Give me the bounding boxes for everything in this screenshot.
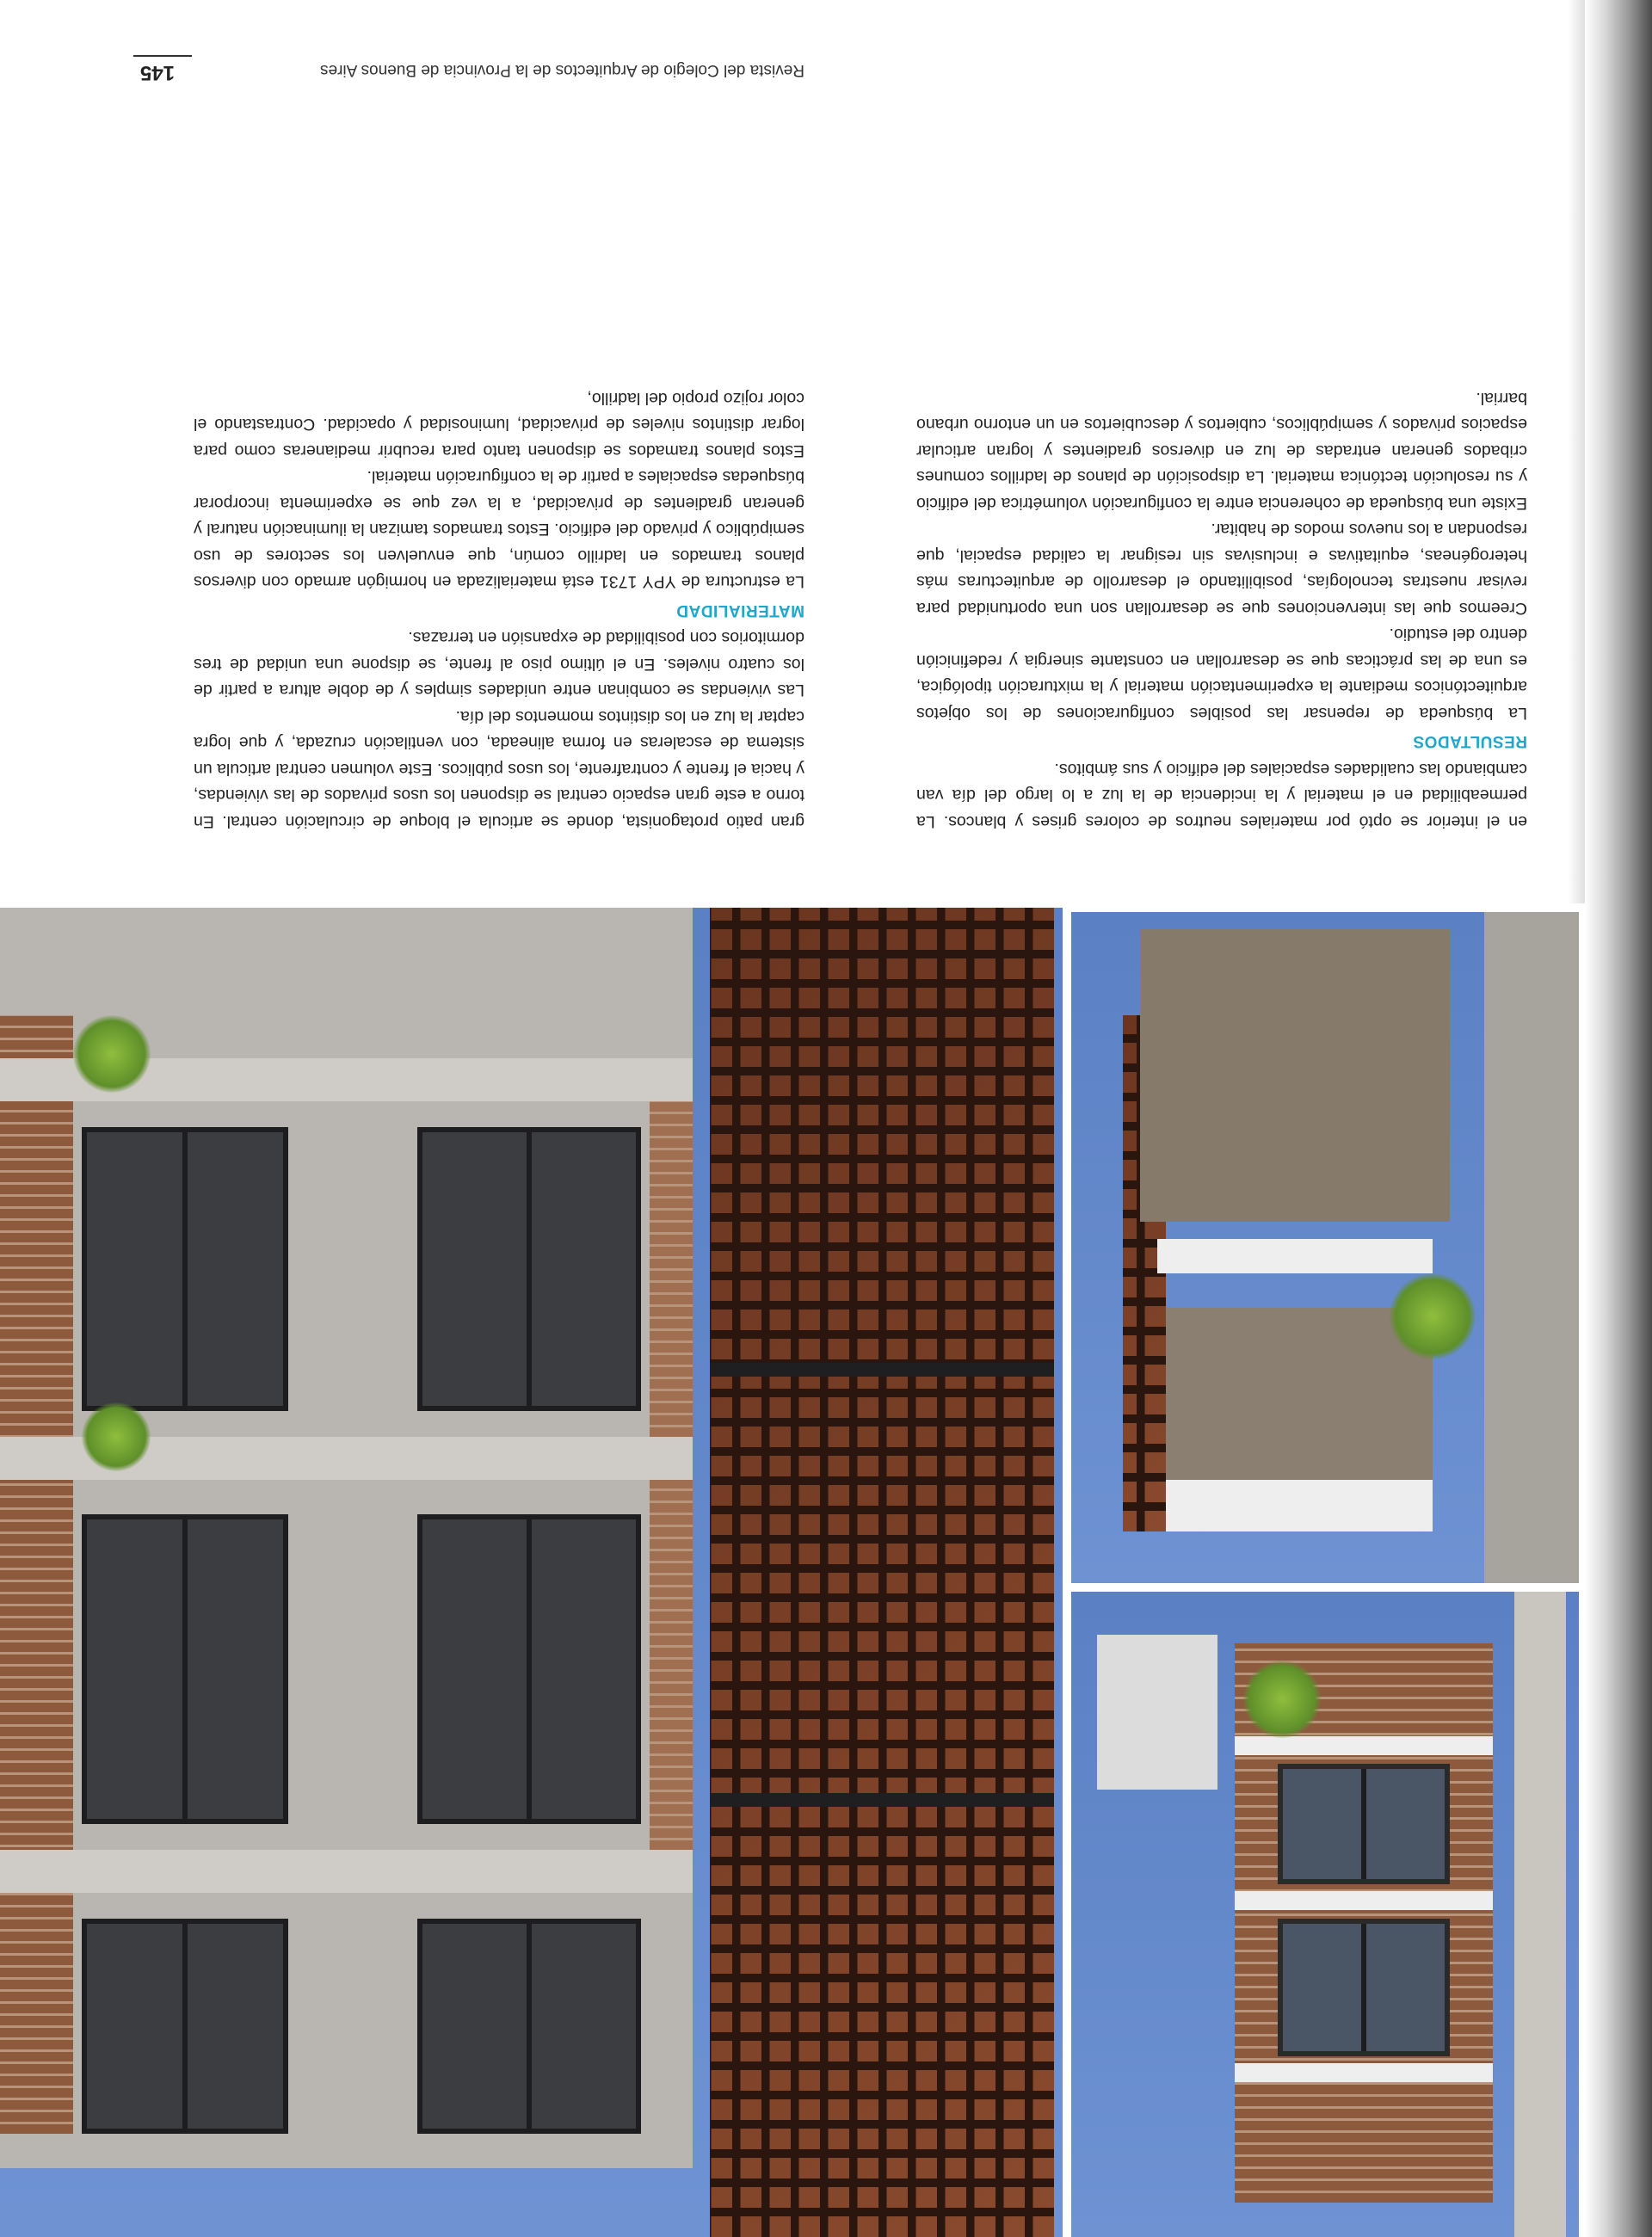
photo-balcony-slab-1 (0, 1850, 693, 1893)
photo-brick-pier-1 (650, 1480, 693, 1850)
photo-neighbor-wall (1514, 1592, 1566, 2237)
photo-building-exterior-corner (1071, 1592, 1579, 2237)
photo-window-4 (82, 1514, 288, 1824)
photo-slab-edge-2 (1235, 1891, 1493, 1910)
photo-window-2 (82, 1919, 288, 2134)
photo-slab-edge-3 (1235, 1736, 1493, 1755)
photo-brick-side-wall (0, 1015, 73, 2134)
photo-slab-top (1123, 1480, 1433, 1531)
paragraph: gran patio protagonista, donde se articula el bloque de circulación central. En torno a este gran espacio central se disponen los usos privados de las viviendas, y hacia el frente y contrafrente, los usos públicos. Este volumen central articula un sistema de escaleras en forma alineada, con ventilación cruzada, y que logra captar la luz en los distintos momentos del día. (194, 707, 804, 831)
photo-window-5 (417, 1127, 641, 1411)
paragraph: en el interior se optó por materiales neutros de colores grises y blancos. La permeabilidad en el material y la incidencia de la luz a lo largo del día van cambiando las cualidades espaciales del edificio y sus ámbitos. (916, 760, 1527, 831)
text-column-right (194, 385, 804, 835)
photo-terrace-floor (1131, 1308, 1433, 1480)
photo-brick-pier-2 (650, 1101, 693, 1437)
photo-window-2 (1278, 1764, 1450, 1884)
page-footer (133, 52, 804, 86)
text-column-left (916, 385, 1527, 835)
page-binding-edge (1568, 0, 1585, 903)
photo-white-building (1097, 1635, 1217, 1790)
paragraph: Existe una búsqueda de coherencia entre la configuración volumétrica del edificio y su resolución tectónica material. La disposición de planos de ladrillos comunes cribados generan entradas de luz en diversos gradientes y logran articular espacios privados y semipúblicos, cubiertos y descubiertos en un entorno urbano barrial. (916, 389, 1527, 513)
photo-steel-band-2 (710, 1363, 1054, 1377)
photo-lower-terrace (1140, 929, 1450, 1222)
photo-slab-edge (1157, 1239, 1433, 1273)
photo-brick-lattice-wall (710, 908, 1054, 2237)
photo-steel-band-1 (710, 1793, 1054, 1807)
page-number: 145 (140, 61, 176, 84)
photo-building-courtyard-facade (0, 908, 1063, 2237)
photo-window-6 (82, 1127, 288, 1411)
paragraph: La estructura de YPY 1731 está materializada en hormigón armado con diversos planos tramados en ladrillo común, que envuelven los sectores de uso semipúblico y privado del edificio. Estos tramados tamizan la iluminación natural y generan gradientes de privacidad, a la vez que se experimenta incorporar búsquedas espaciales a partir de la configuración material. (194, 467, 804, 592)
photo-building-terrace-view (1071, 912, 1579, 1583)
photo-window-3 (417, 1514, 641, 1824)
paragraph: Creemos que las intervenciones que se desarrollan son una oportunidad para revisar nuestras tecnologías, posibilitando el desarrollo de arquitecturas más heterogéneas, equitativas e inclusivas sin resignar la calidad espacial, que respondan a los nuevos modos de habitar. (916, 520, 1527, 618)
publication-name: Revista del Colegio de Arquitectos de la Provincia de Buenos Aires (320, 61, 804, 79)
photo-plant-1 (73, 1015, 151, 1093)
paragraph: Las viviendas se combinan entre unidades simples y de doble altura a partir de los cuatro niveles. En el último piso al frente, se dispone una unidad de tres dormitorios con posibilidad de expansión en terrazas. (194, 628, 804, 700)
page-number-rule (133, 55, 192, 57)
section-heading-resultados: RESULTADOS (1412, 732, 1527, 751)
photo-plant-2 (82, 1402, 151, 1471)
photo-plant (1390, 1273, 1476, 1359)
photo-window-1 (1278, 1919, 1450, 2056)
paragraph: Estos planos tramados se disponen tanto para recubrir medianeras como para lograr distintos niveles de privacidad, luminosidad y opacidad. Contrastando el color rojizo propio del ladrillo, (194, 389, 804, 460)
photo-neighbor-wall (1484, 912, 1579, 1583)
photo-window-1 (417, 1919, 641, 2134)
photo-slab-edge-1 (1235, 2063, 1493, 2082)
photo-plant (1243, 1661, 1321, 1738)
page-binding-shadow (1585, 0, 1652, 2237)
paragraph: La búsqueda de repensar las posibles configuraciones de los objetos arquitectónicos mediante la experimentación material y la mixturación tipológica, es una de las prácticas que se desarrollan en constante sinergia y redefinición dentro del estudio. (916, 625, 1527, 723)
section-heading-materialidad: MATERIALIDAD (675, 601, 804, 619)
